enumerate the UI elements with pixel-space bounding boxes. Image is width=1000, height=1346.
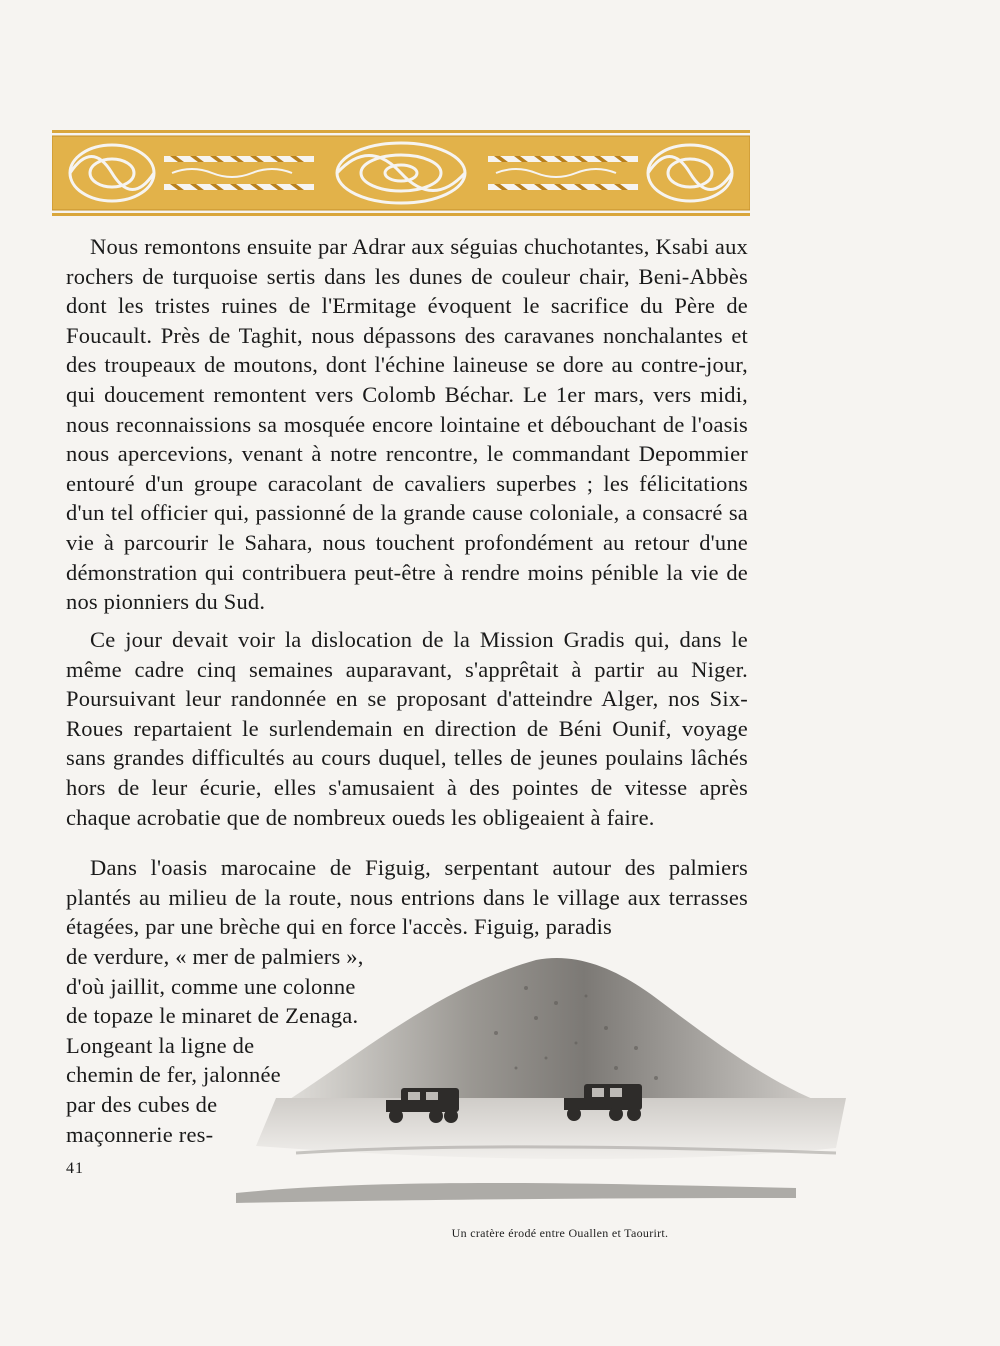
wrapped-line: maçonnerie res- — [66, 1121, 214, 1147]
wrapped-line: Longeant la ligne de — [66, 1032, 255, 1058]
wrapped-line: par des cubes de — [66, 1091, 218, 1117]
page-number: 41 — [66, 1160, 84, 1177]
paragraph-2 — [66, 625, 748, 832]
wrapped-line: de topaze le minaret de Zenaga. — [66, 1003, 359, 1029]
paragraph-3 — [66, 853, 748, 942]
paragraph-2-text: Ce jour devait voir la dislocation de la Mission Gradis qui, dans le même cadre cinq semaines auparavant, s'apprêtait à partir au Niger. Poursuivant leur randonnée en se proposant d'atteindre Alger, nos Six-Roues repartaient le surlendemain en direction de Béni Ounif, voyage sans grandes difficultés au cours duquel, telles de jeunes poulains lâchés hors de leur écurie, elles s'amusaient à des pointes de vitesse après chaque acrobatie que de nombreux oueds les obligeaient à faire. — [66, 627, 748, 830]
wrapped-line: de verdure, « mer de palmiers », — [66, 944, 364, 969]
crater-photograph — [236, 948, 852, 1210]
paragraph-1-text: Nous remontons ensuite par Adrar aux séguias chuchotantes, Ksabi aux rochers de turquoise sertis dans les dunes de couleur chair, Beni-Abbès dont les tristes ruines de l'Ermitage évoquent le sacrifice du Père de Foucault. Près de Taghit, nous dépassons des caravanes nonchalantes et des troupeaux de moutons, dont l'échine laineuse se dore au contre-jour, qui doucement remontent vers Colomb Béchar. Le 1er mars, vers midi, nous reconnaissions sa mosquée encore lointaine et débouchant de l'oasis nous apercevions, venant à notre rencontre, le commandant Depommier entouré d'un groupe caracolant de cavaliers superbes ; les félicitations d'un tel officier qui, passionné de la grande cause coloniale, a consacré sa vie à parcourir le Sahara, nous touchent profondément au retour d'une démonstration qui contribuera peut-être à rendre moins pénible la vie de nos pionniers du Sud. — [66, 234, 748, 615]
paragraph-1 — [66, 232, 748, 617]
paragraph-3-text: Dans l'oasis marocaine de Figuig, serpentant autour des palmiers plantés au milieu de la route, nous entrions dans le village aux terrasses étagées, par une brèche qui en force l'accès. Figuig, paradis — [66, 855, 748, 940]
ornamental-header-band — [52, 130, 750, 216]
wrapped-line: d'où jaillit, comme une colonne — [66, 973, 356, 999]
wrapped-line: chemin de fer, jalonnée — [66, 1062, 281, 1088]
photo-caption: Un cratère érodé entre Ouallen et Taourirt. — [451, 1226, 669, 1240]
